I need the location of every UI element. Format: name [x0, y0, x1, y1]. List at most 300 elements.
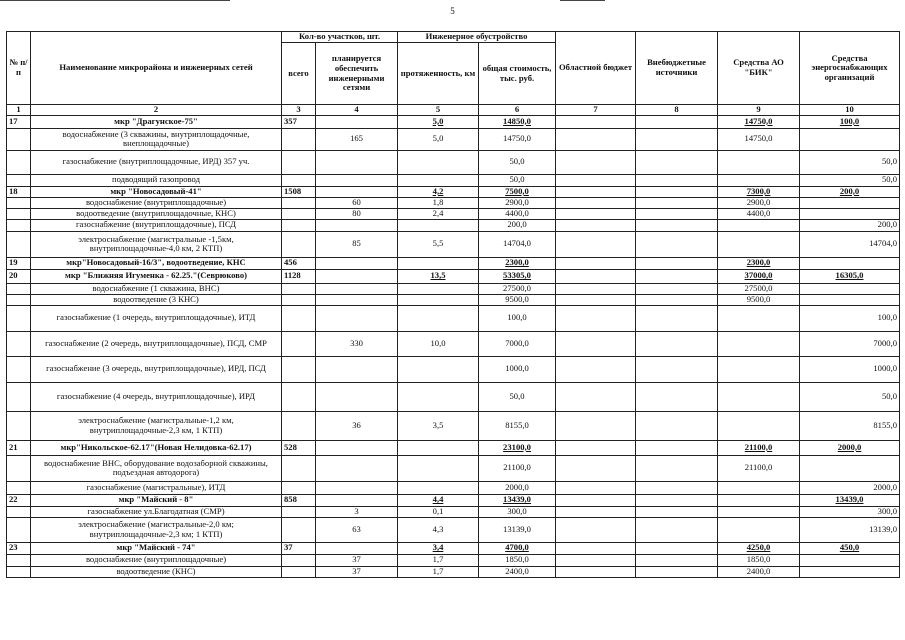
cell-total: 1508 — [282, 186, 316, 197]
cell-extra — [636, 331, 718, 356]
cell-energy — [800, 566, 900, 577]
cell-length: 4,4 — [398, 494, 479, 506]
cell-extra — [636, 197, 718, 208]
cell-length: 2,4 — [398, 208, 479, 219]
engineering-networks-table — [6, 31, 900, 578]
cell-num — [7, 174, 31, 186]
index-cell: 8 — [636, 105, 718, 116]
cell-bik — [718, 219, 800, 231]
cell-planned — [316, 382, 398, 411]
cell-cost: 8155,0 — [479, 411, 556, 440]
cell-extra — [636, 115, 718, 128]
network-row — [7, 231, 900, 257]
cell-regional — [556, 219, 636, 231]
cell-extra — [636, 356, 718, 382]
cell-length: 5,0 — [398, 115, 479, 128]
network-row — [7, 331, 900, 356]
cell-cost: 4700,0 — [479, 542, 556, 554]
cell-num: 19 — [7, 257, 31, 269]
cell-bik: 4400,0 — [718, 208, 800, 219]
cell-regional — [556, 115, 636, 128]
cell-regional — [556, 411, 636, 440]
network-row — [7, 294, 900, 305]
cell-total: 456 — [282, 257, 316, 269]
network-row — [7, 411, 900, 440]
cell-bik: 1850,0 — [718, 554, 800, 566]
cell-planned — [316, 440, 398, 455]
cell-energy: 8155,0 — [800, 411, 900, 440]
index-cell: 6 — [479, 105, 556, 116]
cell-cost: 2300,0 — [479, 257, 556, 269]
cell-total — [282, 197, 316, 208]
cell-name: водоотведение (3 КНС) — [31, 294, 282, 305]
cell-length: 1,7 — [398, 554, 479, 566]
cell-extra — [636, 257, 718, 269]
cell-total — [282, 283, 316, 294]
cell-cost: 300,0 — [479, 506, 556, 517]
index-cell: 9 — [718, 105, 800, 116]
cell-planned — [316, 174, 398, 186]
cell-length: 1,8 — [398, 197, 479, 208]
index-cell: 5 — [398, 105, 479, 116]
cell-regional — [556, 150, 636, 174]
cell-cost: 50,0 — [479, 150, 556, 174]
cell-extra — [636, 554, 718, 566]
cell-bik — [718, 331, 800, 356]
cell-cost: 2000,0 — [479, 481, 556, 494]
header-length: протяженность, км — [398, 43, 479, 105]
cell-length — [398, 305, 479, 331]
cell-planned — [316, 305, 398, 331]
cell-energy: 200,0 — [800, 219, 900, 231]
cell-name: электроснабжение (магистральные -1,5км, внутриплощадочные-4,0 км, 2 КТП) — [31, 231, 282, 257]
cell-regional — [556, 554, 636, 566]
cell-name: электроснабжение (магистральные-1,2 км, внутриплощадочные-2,3 км, 1 КТП) — [31, 411, 282, 440]
cell-energy: 2000,0 — [800, 481, 900, 494]
cell-bik — [718, 356, 800, 382]
cell-energy: 2000,0 — [800, 440, 900, 455]
cell-extra — [636, 150, 718, 174]
cell-extra — [636, 305, 718, 331]
cell-total — [282, 174, 316, 186]
index-cell: 2 — [31, 105, 282, 116]
cell-name: подводящий газопровод — [31, 174, 282, 186]
cell-planned — [316, 481, 398, 494]
cell-cost: 50,0 — [479, 174, 556, 186]
cell-num: 22 — [7, 494, 31, 506]
district-row — [7, 542, 900, 554]
cell-length: 0,1 — [398, 506, 479, 517]
cell-name: водоотведение (внутриплощадочные, КНС) — [31, 208, 282, 219]
cell-num — [7, 411, 31, 440]
cell-planned — [316, 115, 398, 128]
header-planned: планируется обеспечить инженерными сетями — [316, 43, 398, 105]
cell-length — [398, 356, 479, 382]
cell-planned — [316, 455, 398, 481]
cell-total — [282, 294, 316, 305]
district-row — [7, 186, 900, 197]
cell-cost: 200,0 — [479, 219, 556, 231]
network-row — [7, 506, 900, 517]
cell-cost: 100,0 — [479, 305, 556, 331]
cell-energy: 16305,0 — [800, 269, 900, 283]
cell-cost: 27500,0 — [479, 283, 556, 294]
cell-length — [398, 257, 479, 269]
cell-energy: 1000,0 — [800, 356, 900, 382]
cell-regional — [556, 517, 636, 542]
cell-bik — [718, 231, 800, 257]
cell-length — [398, 174, 479, 186]
cell-energy: 300,0 — [800, 506, 900, 517]
cell-num: 18 — [7, 186, 31, 197]
cell-regional — [556, 382, 636, 411]
cell-bik: 21100,0 — [718, 440, 800, 455]
cell-cost: 1000,0 — [479, 356, 556, 382]
cell-bik: 2400,0 — [718, 566, 800, 577]
cell-energy — [800, 554, 900, 566]
cell-total — [282, 517, 316, 542]
district-row — [7, 269, 900, 283]
cell-name: газоснабжение (3 очередь, внутриплощадочные), ИРД, ПСД — [31, 356, 282, 382]
district-row — [7, 257, 900, 269]
cell-bik: 7300,0 — [718, 186, 800, 197]
network-row — [7, 150, 900, 174]
cell-bik: 27500,0 — [718, 283, 800, 294]
cell-bik — [718, 150, 800, 174]
cell-energy — [800, 197, 900, 208]
cell-length — [398, 294, 479, 305]
cell-bik: 14750,0 — [718, 115, 800, 128]
network-row — [7, 283, 900, 294]
cell-total: 858 — [282, 494, 316, 506]
network-row — [7, 128, 900, 150]
cell-planned — [316, 283, 398, 294]
cell-cost: 2900,0 — [479, 197, 556, 208]
cell-planned — [316, 294, 398, 305]
cell-extra — [636, 517, 718, 542]
cell-regional — [556, 331, 636, 356]
cell-num — [7, 506, 31, 517]
cell-energy: 100,0 — [800, 305, 900, 331]
cell-planned: 63 — [316, 517, 398, 542]
index-cell: 7 — [556, 105, 636, 116]
cell-name: газоснабжение (магистральные), ИТД — [31, 481, 282, 494]
network-row — [7, 566, 900, 577]
cell-energy — [800, 294, 900, 305]
cell-name: мкр "Майский - 74" — [31, 542, 282, 554]
cell-planned — [316, 356, 398, 382]
cell-total — [282, 566, 316, 577]
cell-planned: 85 — [316, 231, 398, 257]
cell-name: мкр "Ближняя Игуменка - 62.25."(Севрюково) — [31, 269, 282, 283]
cell-bik — [718, 305, 800, 331]
cell-cost: 13139,0 — [479, 517, 556, 542]
network-row — [7, 517, 900, 542]
cell-num: 17 — [7, 115, 31, 128]
district-row — [7, 494, 900, 506]
cell-extra — [636, 566, 718, 577]
cell-bik: 9500,0 — [718, 294, 800, 305]
cell-energy: 13139,0 — [800, 517, 900, 542]
cell-total — [282, 305, 316, 331]
cell-energy: 50,0 — [800, 150, 900, 174]
cell-regional — [556, 197, 636, 208]
cell-cost: 9500,0 — [479, 294, 556, 305]
cell-regional — [556, 305, 636, 331]
network-row — [7, 382, 900, 411]
network-row — [7, 197, 900, 208]
cell-num: 20 — [7, 269, 31, 283]
cell-planned: 37 — [316, 554, 398, 566]
cell-cost: 14850,0 — [479, 115, 556, 128]
index-cell: 4 — [316, 105, 398, 116]
cell-regional — [556, 356, 636, 382]
cell-cost: 21100,0 — [479, 455, 556, 481]
cell-num — [7, 382, 31, 411]
cell-num — [7, 283, 31, 294]
cell-extra — [636, 494, 718, 506]
page-number: 5 — [450, 6, 455, 16]
cell-total — [282, 208, 316, 219]
cell-planned: 330 — [316, 331, 398, 356]
cell-cost: 2400,0 — [479, 566, 556, 577]
cell-length: 4,2 — [398, 186, 479, 197]
index-cell: 1 — [7, 105, 31, 116]
cell-energy: 50,0 — [800, 382, 900, 411]
cell-total: 357 — [282, 115, 316, 128]
cell-num — [7, 455, 31, 481]
cell-energy — [800, 283, 900, 294]
cell-bik: 4250,0 — [718, 542, 800, 554]
header-eng-group: Инженерное обустройство — [398, 32, 556, 43]
cell-num — [7, 208, 31, 219]
cell-energy: 7000,0 — [800, 331, 900, 356]
cell-planned — [316, 269, 398, 283]
cell-total — [282, 411, 316, 440]
cell-total — [282, 455, 316, 481]
cell-extra — [636, 481, 718, 494]
index-cell: 10 — [800, 105, 900, 116]
cell-extra — [636, 294, 718, 305]
cell-length — [398, 283, 479, 294]
cell-total — [282, 231, 316, 257]
cell-extra — [636, 174, 718, 186]
cell-total — [282, 506, 316, 517]
cell-planned — [316, 494, 398, 506]
cell-total — [282, 128, 316, 150]
cell-total: 37 — [282, 542, 316, 554]
cell-bik — [718, 494, 800, 506]
cell-num — [7, 150, 31, 174]
cell-name: мкр "Майский - 8" — [31, 494, 282, 506]
cell-name: мкр "Драгунское-75" — [31, 115, 282, 128]
cell-bik — [718, 382, 800, 411]
cell-name: газоснабжение (1 очередь, внутриплощадочные), ИТД — [31, 305, 282, 331]
cell-total — [282, 554, 316, 566]
index-cell: 3 — [282, 105, 316, 116]
cell-num: 21 — [7, 440, 31, 455]
cell-length: 13,5 — [398, 269, 479, 283]
cell-extra — [636, 219, 718, 231]
cell-bik: 14750,0 — [718, 128, 800, 150]
cell-total — [282, 219, 316, 231]
cell-planned — [316, 257, 398, 269]
cell-extra — [636, 208, 718, 219]
cell-num — [7, 197, 31, 208]
cell-total — [282, 382, 316, 411]
cell-planned: 80 — [316, 208, 398, 219]
cell-bik: 21100,0 — [718, 455, 800, 481]
header-plots-group: Кол-во участков, шт. — [282, 32, 398, 43]
cell-energy: 100,0 — [800, 115, 900, 128]
cell-cost: 14750,0 — [479, 128, 556, 150]
network-row — [7, 219, 900, 231]
cell-regional — [556, 269, 636, 283]
cell-name: водоснабжение (внутриплощадочные) — [31, 554, 282, 566]
cell-regional — [556, 231, 636, 257]
cell-num — [7, 128, 31, 150]
header-total: всего — [282, 43, 316, 105]
cell-energy: 450,0 — [800, 542, 900, 554]
cell-extra — [636, 269, 718, 283]
cell-name: мкр"Никольское-62.17"(Новая Нелидовка-62.17) — [31, 440, 282, 455]
cell-energy: 50,0 — [800, 174, 900, 186]
network-row — [7, 455, 900, 481]
network-row — [7, 554, 900, 566]
cell-planned — [316, 219, 398, 231]
cell-planned: 60 — [316, 197, 398, 208]
cell-name: газоснабжение ул.Благодатная (СМР) — [31, 506, 282, 517]
cell-regional — [556, 257, 636, 269]
cell-energy — [800, 257, 900, 269]
network-row — [7, 356, 900, 382]
header-cost: общая стоимость, тыс. руб. — [479, 43, 556, 105]
cell-cost: 14704,0 — [479, 231, 556, 257]
header-num: № п/п — [7, 32, 31, 105]
cell-planned — [316, 542, 398, 554]
district-row — [7, 440, 900, 455]
top-rule — [0, 0, 905, 1]
cell-total — [282, 356, 316, 382]
cell-bik: 2300,0 — [718, 257, 800, 269]
cell-name: газоснабжение (внутриплощадочные, ИРД) 357 уч. — [31, 150, 282, 174]
cell-energy: 13439,0 — [800, 494, 900, 506]
header-regional: Областной бюджет — [556, 32, 636, 105]
cell-planned — [316, 150, 398, 174]
cell-length — [398, 219, 479, 231]
cell-name: водоотведение (КНС) — [31, 566, 282, 577]
cell-length: 5,5 — [398, 231, 479, 257]
cell-total — [282, 150, 316, 174]
cell-num: 23 — [7, 542, 31, 554]
cell-extra — [636, 231, 718, 257]
cell-regional — [556, 186, 636, 197]
cell-planned: 36 — [316, 411, 398, 440]
cell-total: 1128 — [282, 269, 316, 283]
cell-extra — [636, 440, 718, 455]
cell-name: газоснабжение (внутриплощадочные), ПСД — [31, 219, 282, 231]
cell-name: газоснабжение (2 очередь, внутриплощадочные), ПСД, СМР — [31, 331, 282, 356]
cell-extra — [636, 382, 718, 411]
cell-num — [7, 481, 31, 494]
cell-extra — [636, 411, 718, 440]
cell-regional — [556, 283, 636, 294]
cell-bik — [718, 174, 800, 186]
cell-length — [398, 150, 479, 174]
district-row — [7, 115, 900, 128]
cell-regional — [556, 440, 636, 455]
cell-energy — [800, 128, 900, 150]
cell-length: 10,0 — [398, 331, 479, 356]
cell-cost: 23100,0 — [479, 440, 556, 455]
cell-length: 1,7 — [398, 566, 479, 577]
network-row — [7, 174, 900, 186]
cell-name: водоснабжение (внутриплощадочные) — [31, 197, 282, 208]
cell-regional — [556, 294, 636, 305]
cell-num — [7, 231, 31, 257]
cell-planned: 3 — [316, 506, 398, 517]
cell-extra — [636, 186, 718, 197]
cell-bik: 37000,0 — [718, 269, 800, 283]
cell-total: 528 — [282, 440, 316, 455]
cell-num — [7, 356, 31, 382]
cell-length — [398, 455, 479, 481]
cell-planned: 37 — [316, 566, 398, 577]
cell-cost: 7000,0 — [479, 331, 556, 356]
cell-extra — [636, 542, 718, 554]
cell-regional — [556, 542, 636, 554]
cell-extra — [636, 128, 718, 150]
cell-extra — [636, 455, 718, 481]
cell-regional — [556, 455, 636, 481]
cell-name: водоснабжение (3 скважины, внутриплощадочные, внеплощадочные) — [31, 128, 282, 150]
cell-cost: 7500,0 — [479, 186, 556, 197]
cell-num — [7, 331, 31, 356]
cell-planned — [316, 186, 398, 197]
cell-length: 3,4 — [398, 542, 479, 554]
cell-cost: 1850,0 — [479, 554, 556, 566]
cell-regional — [556, 506, 636, 517]
cell-regional — [556, 208, 636, 219]
cell-length: 3,5 — [398, 411, 479, 440]
cell-extra — [636, 283, 718, 294]
cell-num — [7, 517, 31, 542]
cell-bik — [718, 506, 800, 517]
cell-name: электроснабжение (магистральные-2,0 км; внутриплощадочные-2,3 км; 1 КТП) — [31, 517, 282, 542]
cell-name: мкр "Новосадовый-41" — [31, 186, 282, 197]
cell-name: мкр"Новосадовый-16/3", водоотведение, КНС — [31, 257, 282, 269]
cell-length: 4,3 — [398, 517, 479, 542]
cell-regional — [556, 128, 636, 150]
cell-name: газоснабжение (4 очередь, внутриплощадочные), ИРД — [31, 382, 282, 411]
cell-num — [7, 219, 31, 231]
network-row — [7, 305, 900, 331]
cell-total — [282, 481, 316, 494]
cell-cost: 4400,0 — [479, 208, 556, 219]
header-extra: Внебюджетные источники — [636, 32, 718, 105]
cell-energy: 14704,0 — [800, 231, 900, 257]
index-row — [7, 105, 900, 116]
header-bik: Средства АО "БИК" — [718, 32, 800, 105]
cell-num — [7, 305, 31, 331]
cell-cost: 53305,0 — [479, 269, 556, 283]
cell-name: водоснабжение ВНС, оборудование водозаборной скважины, подъездная автодорога) — [31, 455, 282, 481]
network-row — [7, 208, 900, 219]
cell-regional — [556, 494, 636, 506]
cell-length: 5,0 — [398, 128, 479, 150]
header-name: Наименование микрорайона и инженерных сетей — [31, 32, 282, 105]
cell-regional — [556, 481, 636, 494]
